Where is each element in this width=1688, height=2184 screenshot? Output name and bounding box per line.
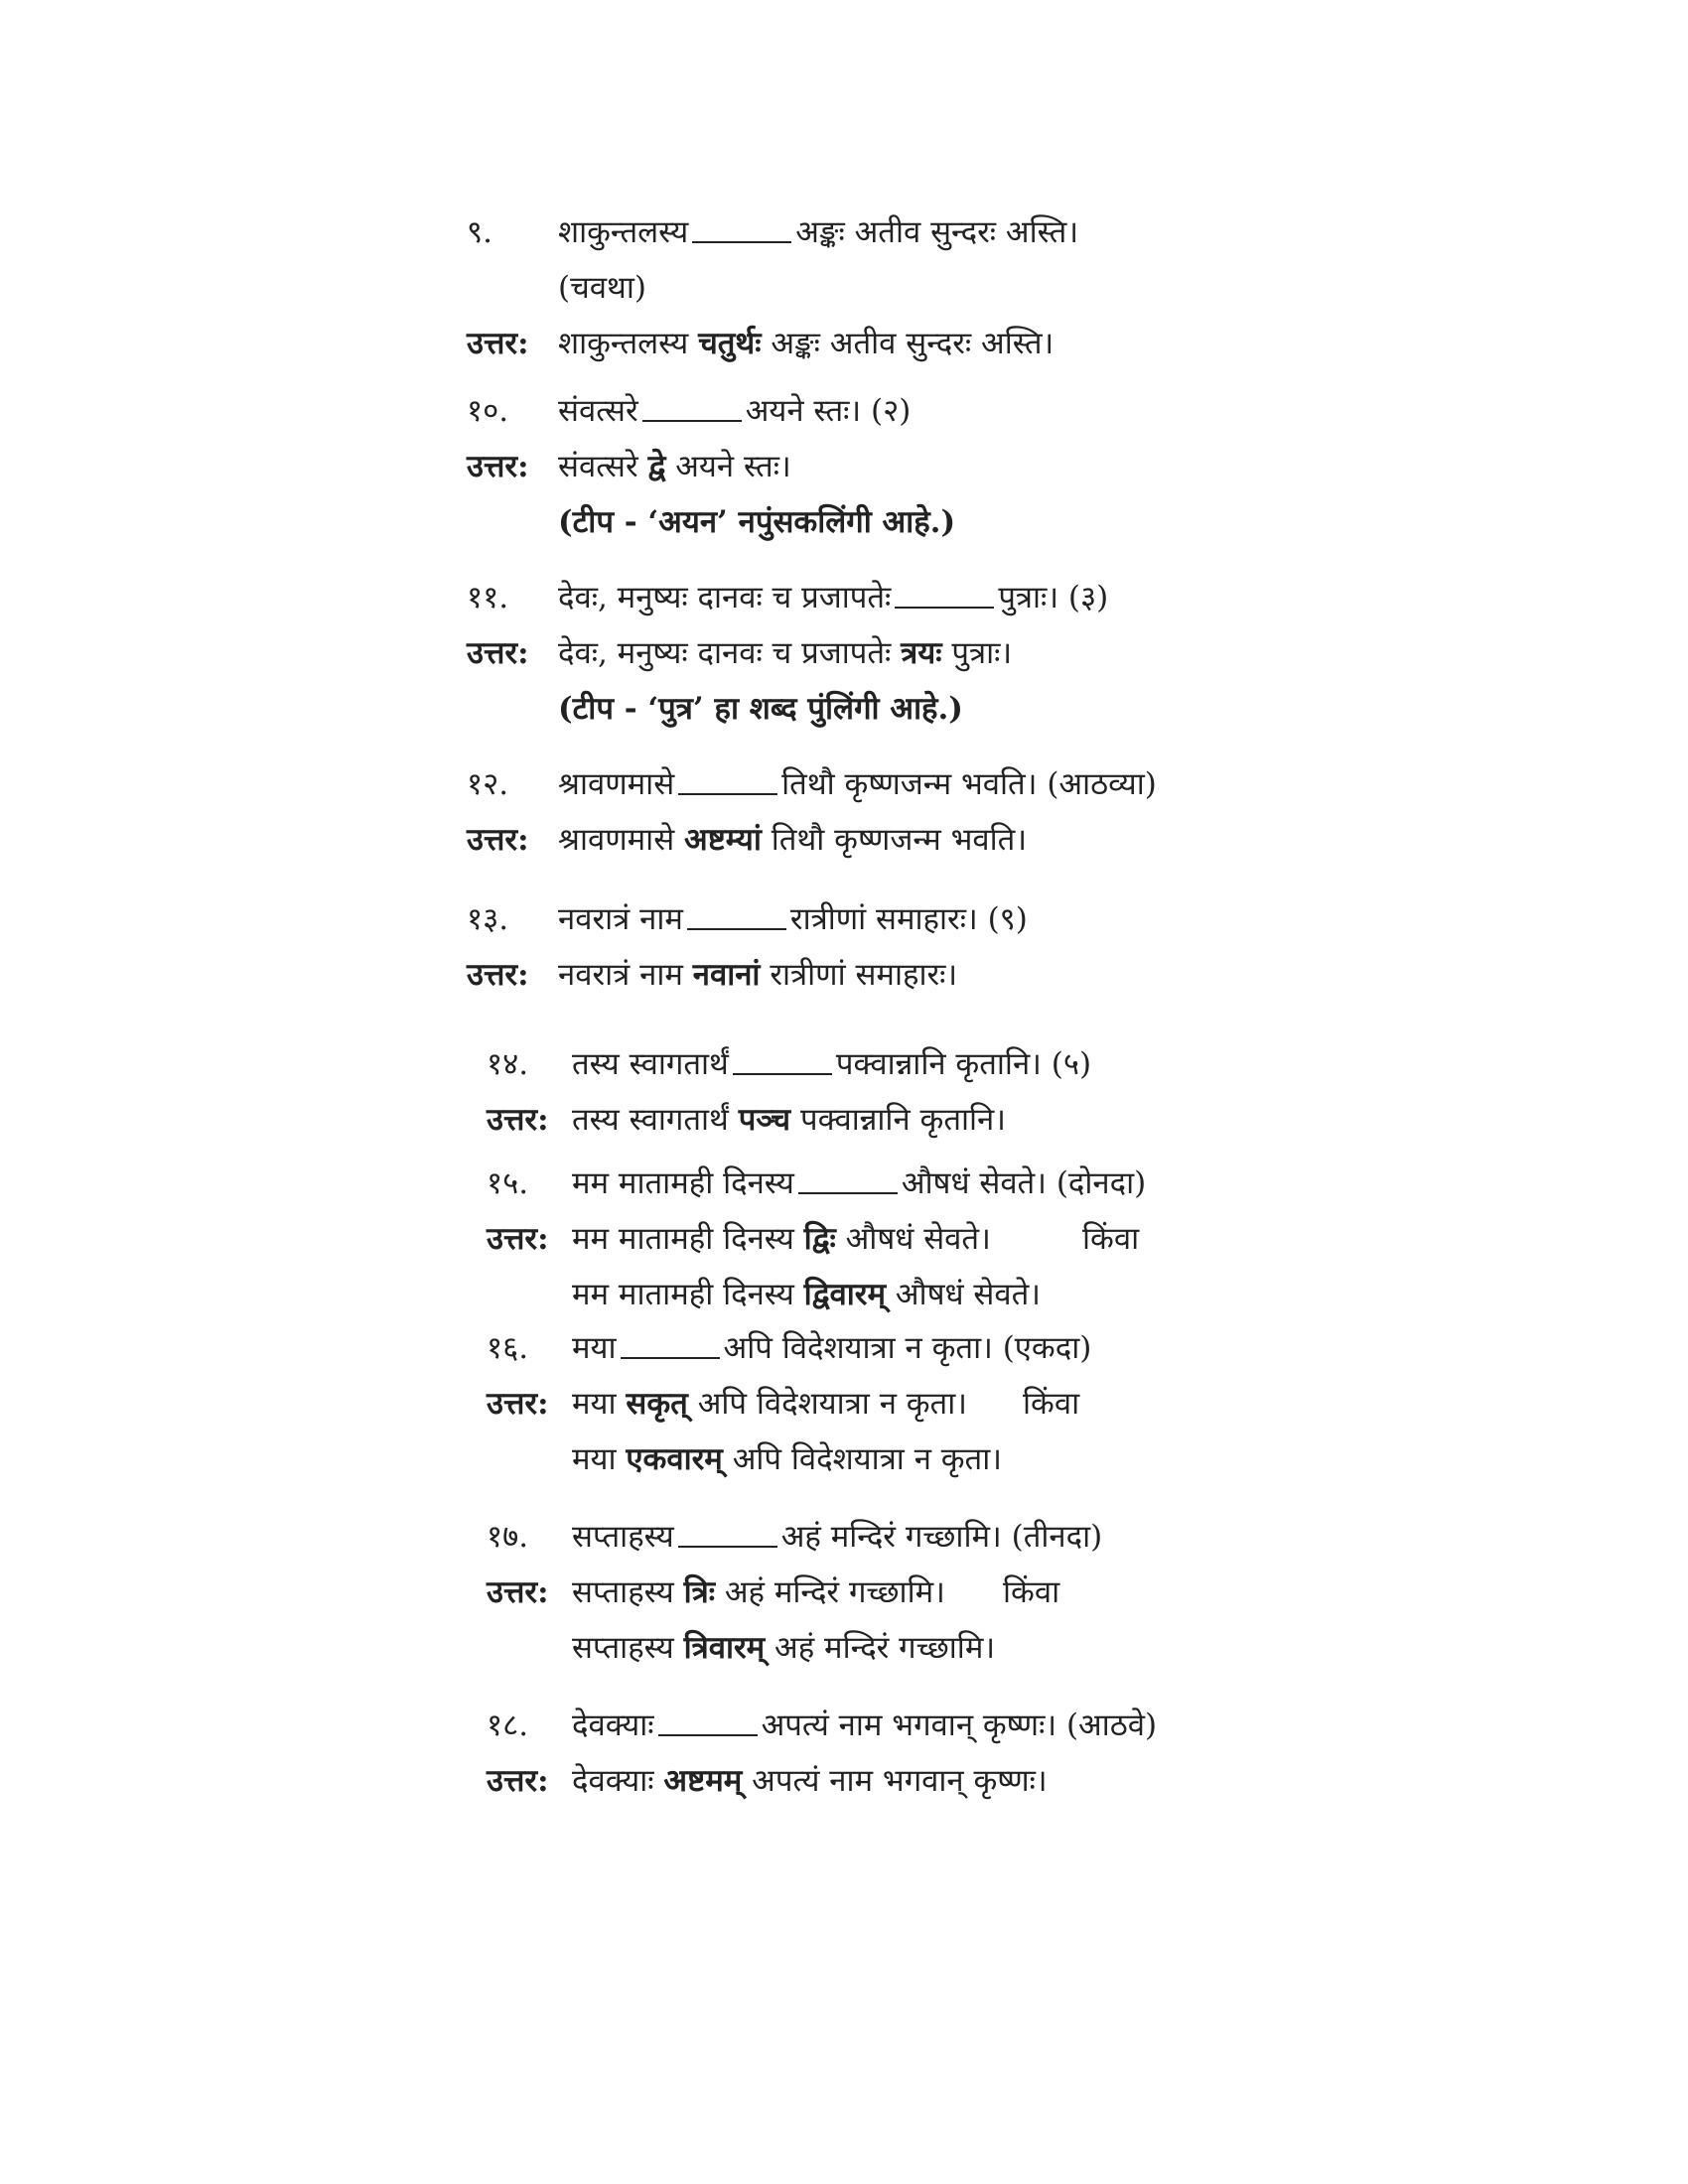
answer-word: अष्टमम्	[663, 1763, 743, 1799]
answer-text: नवरात्रं नाम नवानां रात्रीणां समाहारः।	[558, 957, 958, 993]
question-text: श्रावणमासे तिथौ कृष्णजन्म भवति। (आठव्या)	[558, 766, 1157, 802]
answer-word: पञ्च	[738, 1102, 791, 1138]
answer-text: देवक्याः अष्टमम् अपत्यं नाम भगवान् कृष्णः।	[572, 1763, 1048, 1799]
answer-word: द्विः	[803, 1221, 836, 1257]
or-word: किंवा	[1082, 1221, 1140, 1257]
answer-label: उत्तर:	[487, 1763, 549, 1799]
answer-alt-line	[487, 1267, 1479, 1322]
answer-label: उत्तर:	[487, 1221, 549, 1257]
answer-word: त्रिवारम्	[683, 1630, 766, 1666]
note-text: (टीप - ‘अयन’ नपुंसकलिंगी आहे.)	[558, 504, 956, 540]
question-line	[467, 383, 1460, 439]
question-block-18	[487, 1698, 1479, 1809]
answer-label: उत्तर:	[467, 635, 529, 671]
answer-alt-text: मया एकवारम् अपि विदेशयात्रा न कृता।	[572, 1441, 1003, 1477]
answer-blank	[687, 927, 786, 930]
question-number: १३.	[467, 901, 509, 937]
question-block-14	[487, 1036, 1479, 1148]
question-number: ९.	[467, 214, 492, 250]
answer-word: एकवारम्	[626, 1441, 723, 1477]
or-word: किंवा	[1003, 1574, 1060, 1610]
answer-alt-text: मम मातामही दिनस्य द्विवारम् औषधं सेवते।	[572, 1277, 1042, 1312]
answer-label: उत्तर:	[467, 957, 529, 993]
answer-blank	[798, 1191, 898, 1194]
question-block-15	[487, 1156, 1479, 1322]
answer-line	[487, 1565, 1479, 1620]
question-line	[467, 756, 1460, 812]
answer-line	[487, 1753, 1479, 1809]
question-number: १७.	[487, 1519, 529, 1555]
question-text: सप्ताहस्य अहं मन्दिरं गच्छामि। (तीनदा)	[572, 1519, 1103, 1555]
or-word: किंवा	[1023, 1386, 1080, 1422]
answer-blank	[642, 419, 742, 422]
question-block-17	[487, 1509, 1479, 1676]
answer-text: सप्ताहस्य त्रिः अहं मन्दिरं गच्छामि।	[572, 1574, 945, 1610]
question-number: १२.	[467, 766, 509, 802]
answer-blank	[678, 1545, 777, 1548]
answer-text: संवत्सरे द्वे अयने स्तः।	[558, 449, 791, 484]
question-line	[487, 1156, 1479, 1211]
question-block-16	[487, 1320, 1479, 1487]
question-line	[487, 1698, 1479, 1753]
answer-blank	[678, 792, 777, 795]
answer-text: तस्य स्वागतार्थं पञ्च पक्वान्नानि कृतानि।	[572, 1102, 1007, 1138]
question-text: नवरात्रं नाम रात्रीणां समाहारः। (९)	[558, 901, 1028, 937]
answer-label: उत्तर:	[487, 1102, 549, 1138]
answer-blank	[621, 1356, 720, 1359]
answer-word: त्रयः	[901, 635, 942, 671]
answer-line	[487, 1092, 1479, 1148]
answer-word: सकृत्	[626, 1386, 688, 1422]
question-line	[487, 1509, 1479, 1565]
answer-label: उत्तर:	[487, 1386, 549, 1422]
answer-alt-line	[487, 1432, 1479, 1487]
question-text: मया अपि विदेशयात्रा न कृता। (एकदा)	[572, 1330, 1092, 1366]
answer-word: नवानां	[692, 957, 761, 993]
question-block-9	[467, 205, 1460, 371]
answer-word: त्रिः	[683, 1574, 715, 1610]
answer-line	[487, 1376, 1479, 1432]
answer-line	[467, 439, 1460, 494]
note-line	[467, 681, 1460, 737]
question-text: मम मातामही दिनस्य औषधं सेवते। (दोनदा)	[572, 1165, 1147, 1201]
question-line	[487, 1036, 1479, 1092]
answer-word: अष्टम्यां	[684, 822, 762, 858]
question-hint-line	[467, 260, 1460, 316]
question-number: १८.	[487, 1707, 529, 1743]
answer-blank	[692, 240, 791, 243]
question-block-13	[467, 891, 1460, 1003]
answer-line	[467, 812, 1460, 868]
answer-blank	[658, 1733, 758, 1736]
question-number: १६.	[487, 1330, 529, 1366]
question-line	[467, 891, 1460, 947]
answer-blank	[733, 1072, 832, 1075]
answer-text: शाकुन्तलस्य चतुर्थः अङ्कः अतीव सुन्दरः अस्ति।	[558, 326, 1055, 361]
question-number: ११.	[467, 580, 509, 615]
question-text: देवक्याः अपत्यं नाम भगवान् कृष्णः। (आठवे)	[572, 1707, 1158, 1743]
question-text: तस्य स्वागतार्थं पक्वान्नानि कृतानि। (५)	[572, 1046, 1092, 1082]
question-number: १५.	[487, 1165, 529, 1201]
question-line	[467, 570, 1460, 625]
answer-text: श्रावणमासे अष्टम्यां तिथौ कृष्णजन्म भवति।	[558, 822, 1028, 858]
answer-blank	[895, 606, 994, 609]
answer-line	[487, 1211, 1479, 1267]
question-text: शाकुन्तलस्य अङ्कः अतीव सुन्दरः अस्ति।	[558, 214, 1079, 250]
answer-line	[467, 625, 1460, 681]
answer-word: चतुर्थः	[698, 326, 762, 361]
answer-line	[467, 316, 1460, 371]
answer-label: उत्तर:	[467, 326, 529, 361]
question-hint: (चवथा)	[558, 270, 646, 306]
answer-label: उत्तर:	[487, 1574, 549, 1610]
note-text: (टीप - ‘पुत्र’ हा शब्द पुंलिंगी आहे.)	[558, 691, 963, 727]
answer-label: उत्तर:	[467, 822, 529, 858]
answer-label: उत्तर:	[467, 449, 529, 484]
answer-text: मम मातामही दिनस्य द्विः औषधं सेवते।	[572, 1221, 991, 1257]
question-text: देवः, मनुष्यः दानवः च प्रजापतेः पुत्राः। (३)	[558, 580, 1109, 615]
answer-alt-text: सप्ताहस्य त्रिवारम् अहं मन्दिरं गच्छामि।	[572, 1630, 996, 1666]
question-text: संवत्सरे अयने स्तः। (२)	[558, 393, 912, 429]
question-number: १४.	[487, 1046, 529, 1082]
answer-word: द्विवारम्	[803, 1277, 887, 1312]
answer-text: मया सकृत् अपि विदेशयात्रा न कृता।	[572, 1386, 968, 1422]
answer-text: देवः, मनुष्यः दानवः च प्रजापतेः त्रयः पुत्राः।	[558, 635, 1013, 671]
question-number: १०.	[467, 393, 509, 429]
question-block-10	[467, 383, 1460, 550]
answer-alt-line	[487, 1620, 1479, 1676]
note-line	[467, 494, 1460, 550]
question-line	[487, 1320, 1479, 1376]
answer-word: द्वे	[647, 449, 666, 484]
question-block-11	[467, 570, 1460, 737]
question-line	[467, 205, 1460, 260]
question-block-12	[467, 756, 1460, 868]
answer-line	[467, 947, 1460, 1003]
